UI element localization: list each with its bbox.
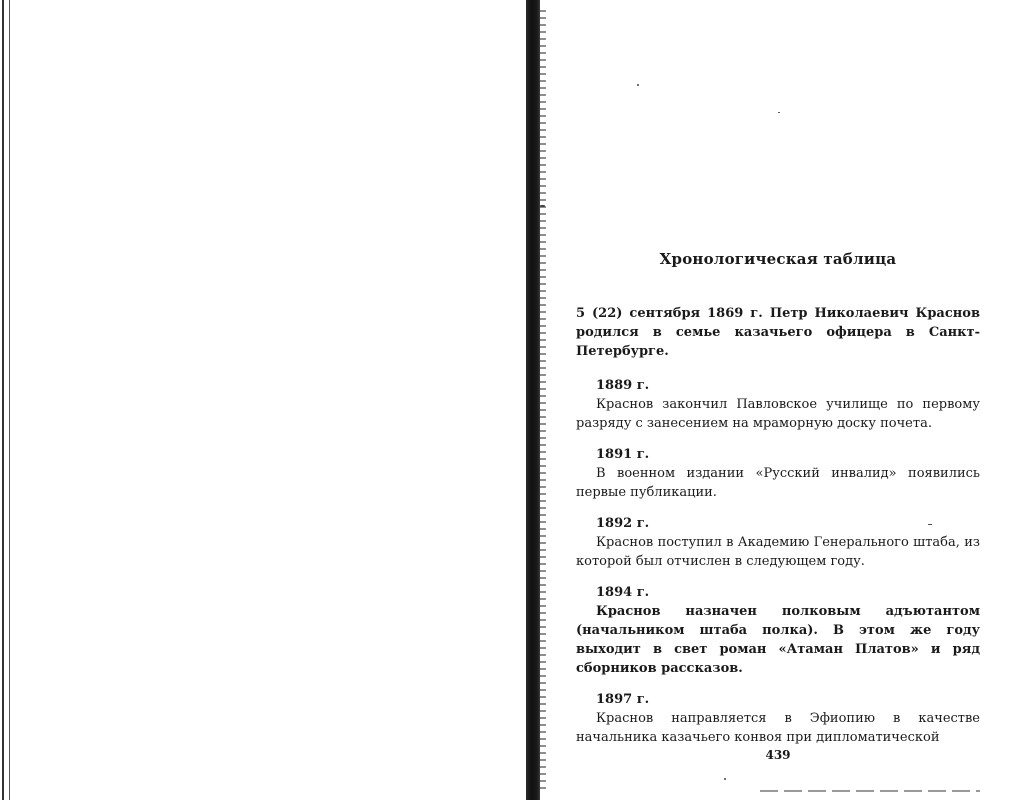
page-title: Хронологическая таблица xyxy=(659,250,897,268)
entry-year: 1889 г. xyxy=(596,378,650,393)
binding-gutter xyxy=(526,0,540,800)
intro-text: Петр Николаевич Краснов родился в семье казачьего офицера в Санкт-Петербурге. xyxy=(576,306,980,359)
chronology-entry xyxy=(576,583,980,678)
entry-text: В военном издании «Русский инвалид» появились первые публикации. xyxy=(576,466,980,500)
chronology-entry xyxy=(576,690,980,747)
entry-year: 1891 г. xyxy=(596,447,650,462)
entry-year: 1894 г. xyxy=(596,585,650,600)
left-page-edge xyxy=(2,0,4,800)
right-page xyxy=(576,0,980,800)
entry-text: Краснов назначен полковым адъютантом (начальником штаба полка). В этом же году выходит в свет роман «Атаман Платов» и ряд сборников рассказов. xyxy=(576,604,980,676)
page-number: 439 xyxy=(765,748,791,762)
entry-text: Краснов поступил в Академию Генерального штаба, из которой был отчислен в следующем году. xyxy=(576,535,980,569)
entry-text: Краснов направляется в Эфиопию в качестве начальника казачьего конвоя при дипломатической xyxy=(576,711,980,745)
left-page-edge-inner xyxy=(9,0,10,800)
entry-text: Краснов закончил Павловское училище по первому разряду с занесением на мраморную доску почета. xyxy=(576,397,980,431)
intro-paragraph xyxy=(576,304,980,361)
chronology-entry xyxy=(576,445,980,502)
scan-speck xyxy=(540,205,545,207)
chronology-entry xyxy=(576,514,980,571)
entry-year: 1897 г. xyxy=(596,692,650,707)
gutter-fringe xyxy=(540,10,546,790)
entry-year: 1892 г. xyxy=(596,516,650,531)
chronology-entry xyxy=(576,376,980,433)
intro-date: 5 (22) сентября 1869 г. xyxy=(576,306,763,321)
chronology-entries xyxy=(576,376,980,759)
